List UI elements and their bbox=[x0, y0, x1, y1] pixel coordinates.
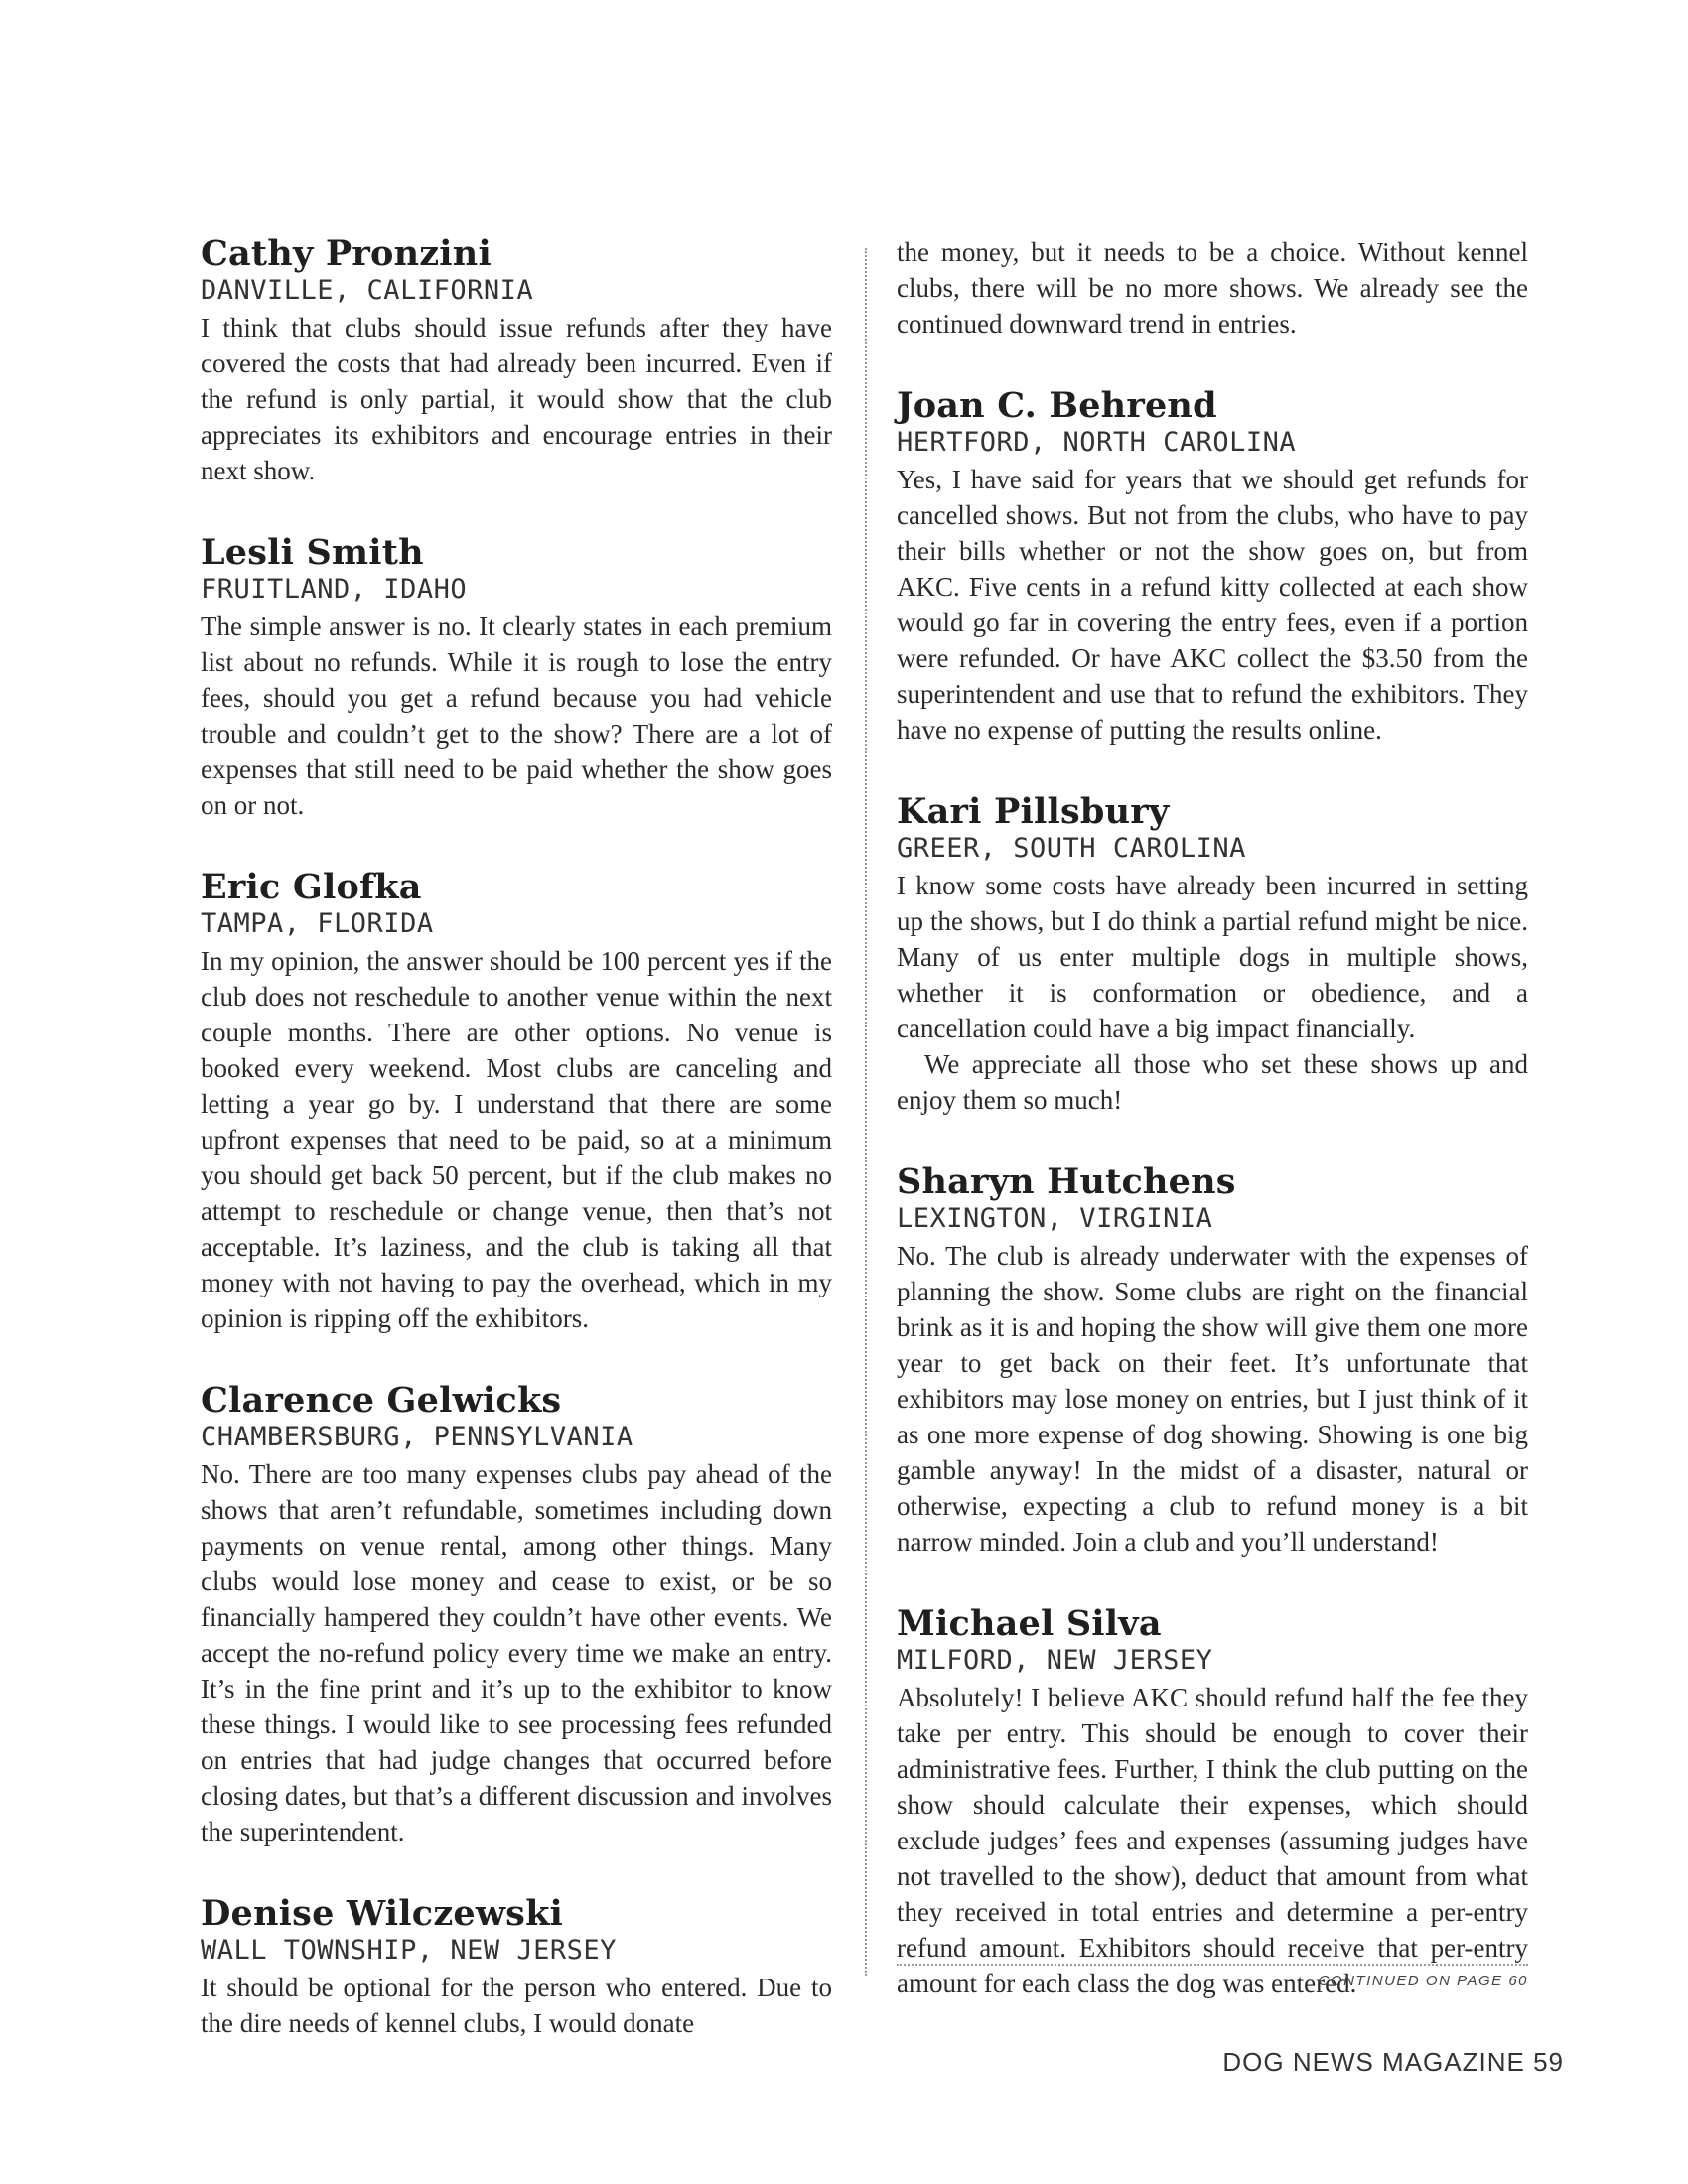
right-column bbox=[897, 234, 1528, 2046]
continued-letter-text: the money, but it needs to be a choice. Without kennel clubs, there will be no more shows. We already see the continued downward trend in entries. bbox=[897, 237, 1528, 339]
letter-entry bbox=[201, 533, 832, 823]
author-location: WALL TOWNSHIP, NEW JERSEY bbox=[201, 1935, 617, 1966]
author-name: Kari Pillsbury bbox=[897, 791, 1170, 832]
letter-text: The simple answer is no. It clearly states in each premium list about no refunds. While it is rough to lose the entry fees, should you get a refund because you had vehicle trouble and couldn’t get to the show? There are a lot of expenses that still need to be paid whether the show goes on or not. bbox=[201, 612, 832, 820]
letter-entry bbox=[201, 1381, 832, 1849]
letter-entry bbox=[201, 868, 832, 1336]
letter-text: Absolutely! I believe AKC should refund half the fee they take per entry. This should be enough to cover their administrative fees. Further, I think the club putting on the show should calculate their expenses, which should exclude judges’ fees and expenses (assuming judges have not travelled to the show), deduct that amount from what they received in total entries and determine a per-entry refund amount. Exhibitors should receive that per-entry amount for each class the dog was entered. bbox=[897, 1683, 1528, 1998]
author-location: MILFORD, NEW JERSEY bbox=[897, 1645, 1213, 1676]
author-name: Denise Wilczewski bbox=[201, 1893, 564, 1934]
author-location: TAMPA, FLORIDA bbox=[201, 908, 434, 939]
letter-text: I think that clubs should issue refunds after they have covered the costs that had already been incurred. Even if the refund is only partial, it would show that the club appreciates its exhibitors and encourage entries in their next show. bbox=[201, 313, 832, 485]
author-location: FRUITLAND, IDAHO bbox=[201, 574, 468, 605]
author-location: CHAMBERSBURG, PENNSYLVANIA bbox=[201, 1422, 633, 1452]
letter-text: We appreciate all those who set these shows up and enjoy them so much! bbox=[897, 1049, 1528, 1115]
author-name: Eric Glofka bbox=[201, 867, 422, 907]
continued-rule bbox=[897, 1964, 1528, 1966]
author-name: Joan C. Behrend bbox=[897, 385, 1217, 426]
author-name: Sharyn Hutchens bbox=[897, 1161, 1236, 1202]
column-divider bbox=[865, 248, 867, 1976]
author-location: LEXINGTON, VIRGINIA bbox=[897, 1203, 1213, 1234]
letter-entry bbox=[897, 1604, 1528, 2001]
letter-entry bbox=[897, 386, 1528, 748]
letter-text: Yes, I have said for years that we should get refunds for cancelled shows. But not from the clubs, who have to pay their bills whether or not the show goes on, but from AKC. Five cents in a refund kitty collected at each show would go far in covering the entry fees, even if a portion were refunded. Or have AKC collect the $3.50 from the superintendent and use that to refund the exhibitors. They have no expense of putting the results online. bbox=[897, 465, 1528, 745]
letter-text: No. The club is already underwater with the expenses of planning the show. Some clubs are right on the financial brink as it is and hoping the show will give them one more year to get back on their feet. It’s unfortunate that exhibitors may lose money on entries, but I just think of it as one more expense of dog showing. Showing is one big gamble anyway! In the midst of a disaster, natural or otherwise, expecting a club to refund money is a bit narrow minded. Join a club and you’ll understand! bbox=[897, 1241, 1528, 1557]
letter-entry bbox=[897, 792, 1528, 1118]
letter-entry bbox=[201, 1894, 832, 2041]
author-location: GREER, SOUTH CAROLINA bbox=[897, 833, 1246, 864]
letter-text: I know some costs have already been incurred in setting up the shows, but I do think a partial refund might be nice. Many of us enter multiple dogs in multiple shows, whether it is conformation or obedience, and a cancellation could have a big impact financially. bbox=[897, 871, 1528, 1043]
author-name: Clarence Gelwicks bbox=[201, 1380, 562, 1421]
letter-text: It should be optional for the person who entered. Due to the dire needs of kennel clubs, I would donate bbox=[201, 1973, 832, 2038]
letter-text: In my opinion, the answer should be 100 percent yes if the club does not reschedule to another venue within the next couple months. There are other options. No venue is booked every weekend. Most clubs are canceling and letting a year go by. I understand that there are some upfront expenses that need to be paid, so at a minimum you should get back 50 percent, but if the club makes no attempt to reschedule or change venue, then that’s not acceptable. It’s laziness, and the club is taking all that money with not having to pay the overhead, which in my opinion is ripping off the exhibitors. bbox=[201, 946, 832, 1333]
letter-entry bbox=[201, 234, 832, 488]
author-name: Lesli Smith bbox=[201, 532, 424, 573]
continued-on-note: CONTINUED ON PAGE 60 bbox=[1318, 1973, 1528, 1989]
left-column bbox=[201, 234, 832, 2086]
author-name: Cathy Pronzini bbox=[201, 233, 492, 274]
letter-entry bbox=[897, 1162, 1528, 1560]
author-name: Michael Silva bbox=[897, 1603, 1162, 1644]
author-location: HERTFORD, NORTH CAROLINA bbox=[897, 427, 1297, 458]
author-location: DANVILLE, CALIFORNIA bbox=[201, 275, 534, 306]
page-folio: DOG NEWS MAGAZINE 59 bbox=[1222, 2047, 1564, 2077]
letter-text: No. There are too many expenses clubs pay ahead of the shows that aren’t refundable, sometimes including down payments on venue rental, among other things. Many clubs would lose money and cease to exist, or be so financially hampered they couldn’t have other events. We accept the no-refund policy every time we make an entry. It’s in the fine print and it’s up to the exhibitor to know these things. I would like to see processing fees refunded on entries that had judge changes that occurred before closing dates, but that’s a different discussion and involves the superintendent. bbox=[201, 1459, 832, 1846]
